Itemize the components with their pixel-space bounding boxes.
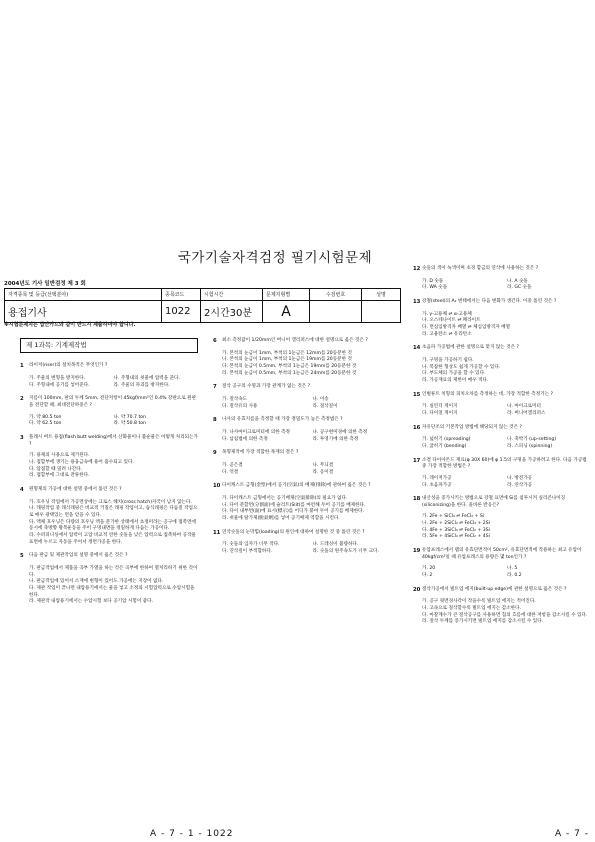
question-text: 강철(steel)의 A₁ 변태에서는 다음 변화가 생긴다. 이중 틀린 것은 ? [422, 298, 557, 304]
question-number: 1 [20, 363, 24, 370]
question-number: 12 [413, 266, 421, 272]
question-number: 13 [413, 298, 421, 305]
exam-number-field[interactable] [310, 301, 362, 323]
question-header [413, 496, 592, 509]
question-header [213, 450, 403, 458]
question-header [413, 587, 592, 595]
question-text: 플래시 버트 용접(flash butt welding)에서 산화물이나 불순물은 어떻게 처리되는가 ? [29, 435, 198, 447]
answer-option[interactable]: 다. 2 [422, 573, 433, 579]
answer-option[interactable]: 다. WA 숫돌 [422, 285, 448, 291]
exam-year-line: 2004년도 기사 일반검정 제 3 회 [4, 281, 86, 287]
answer-option[interactable]: 다. 약 62.5 ton [29, 421, 62, 427]
answer-option[interactable]: 가. 다이캐스트 금형에서는 공기배제(空氣排除)의 필요가 없다. [222, 495, 348, 501]
answer-options [213, 542, 403, 555]
answer-option[interactable]: 가. 숫돌의 입자가 너무 작다. [222, 542, 280, 548]
answer-option[interactable]: 가. 본척의 눈금이 1mm, 부척의 1눈금은 12mm를 20등분한 것 [222, 350, 352, 356]
question-number: 10 [213, 483, 221, 490]
header-type: 문제지형별 [263, 289, 310, 301]
answer-option[interactable]: 다. 초음파가공 [422, 482, 452, 488]
submission-notice: ※시험문제지는 답안카드와 같이 반드시 제출하여야 합니다. [4, 322, 136, 328]
question-item [413, 299, 592, 338]
answer-options [20, 500, 198, 547]
answer-option[interactable]: 나. 본척의 눈금이 1mm, 부척의 1눈금은 19mm를 20등분한 것 [222, 357, 352, 363]
answer-option[interactable]: 라. 가공재료의 제한이 매우 적다. [422, 377, 489, 383]
header-time: 시험시간 [201, 289, 263, 301]
answer-option[interactable]: 다. 절삭유의 사용 [222, 403, 258, 409]
page-title: 국가기술자격검정 필기시험문제 [177, 250, 373, 266]
question-column-3 [413, 266, 592, 633]
question-header [413, 425, 592, 433]
answer-option[interactable]: 라. 옹이결 [312, 469, 334, 475]
answer-row [29, 421, 198, 428]
answer-option[interactable]: 가. 절삭속도 [222, 396, 248, 402]
question-text: 라이저(riser)의 설치목적은 무엇인가 ? [29, 363, 108, 369]
answer-option[interactable]: 나. 고속으로 절삭할수록 빌트업 에지는 감소한다. [422, 606, 521, 612]
answer-option[interactable]: 라. 본척의 눈금이 0.5mm, 부척의 1눈금은 24mm를 20등분한 것 [222, 370, 357, 376]
answer-option[interactable]: 라. GC 숫돌 [507, 285, 532, 291]
question-number: 2 [20, 396, 24, 403]
question-number: 11 [213, 529, 221, 536]
answer-option[interactable]: 다. 삼침법에 의한 측정 [222, 436, 268, 442]
answer-option[interactable]: 다. 연삭깊이 부적합하다. [222, 548, 273, 554]
answer-option[interactable]: 나. 방전가공 [507, 475, 533, 481]
question-column-1 [20, 338, 198, 613]
answer-option[interactable]: 라. 5Fe + 4SiCl₄ ⇌ FeCl₂ + 4Si [422, 534, 490, 540]
question-item [413, 496, 592, 541]
question-number: 19 [413, 548, 421, 555]
answer-option[interactable]: 나. 다이 분할면(分割面)에 슬리트(Slit)를 마련해 두어 공기를 배제한다. [222, 502, 366, 508]
question-text: 다이캐스트 금형(金型)에서 공기(空氣)의 배제(排除)에 관하여 옳은 것은 ? [222, 483, 371, 489]
answer-option[interactable]: 나. 무늬결 [312, 462, 334, 468]
question-header [213, 338, 403, 346]
answer-option[interactable]: 라. 숫돌의 원주속도가 너무 크다. [312, 548, 379, 554]
answer-row [422, 573, 592, 580]
question-header [413, 392, 592, 400]
answer-row [422, 483, 592, 490]
value-subject: 용접기사 [5, 301, 162, 323]
question-item [20, 396, 198, 428]
question-header [213, 530, 403, 538]
question-number: 8 [213, 417, 217, 424]
subject-heading: 제 1과목: 기계제작법 [20, 338, 198, 353]
question-item [213, 384, 403, 410]
answer-options [213, 351, 403, 378]
answer-option[interactable]: 라. 절삭깊이 [312, 403, 338, 409]
answer-row [422, 476, 592, 483]
answer-row [422, 411, 592, 418]
answer-option[interactable]: 다. 액체 호우닝은 다량의 호우닝 액을 분가한 상태에서 초정미라는 공구에 접촉면에 동시에 축방향 왕복운동을 주어 구멍내면을 정밀하게 다듬는 가공이다. [29, 519, 196, 532]
answer-option[interactable]: 라. 버니어캘리퍼스 [507, 410, 546, 416]
answer-options [413, 599, 592, 626]
question-header [20, 363, 198, 371]
question-text: 절삭가공에서 빌트업 에지(built-up edge)에 관한 설명으로 옳은 것은 ? [422, 586, 567, 592]
answer-row [222, 463, 403, 470]
answer-option[interactable]: 다. 굽히기 (bending) [422, 443, 467, 449]
question-number: 7 [213, 384, 217, 391]
question-text: 내산성을 증가시키는 방법으로 강철 표면에 Si를 침투시켜 실리콘나이징(siliconizing)을 한다. 올바른 반응은? [422, 496, 566, 508]
question-text: 숫돌의 색이 녹색이며 초경 합금의 연삭에 사용하는 것은 ? [422, 266, 539, 271]
answer-option[interactable]: 다. 부도체의 가공을 할 수 있다. [422, 371, 486, 377]
answer-option[interactable]: 가. γ-고용체 ⇌ α-고용체 [422, 311, 472, 317]
answer-options [213, 496, 403, 523]
answer-row [422, 404, 592, 411]
answer-options [413, 404, 592, 417]
question-item [20, 435, 198, 480]
answer-option[interactable]: 나. 주형내의 쇳물에 압력을 준다. [113, 376, 180, 382]
answer-option[interactable]: 나. 마이크로미터 [507, 404, 541, 410]
value-time: 2시간30분 [201, 301, 263, 323]
answer-option[interactable]: 가. 나사마이크로미터에 의한 측정 [222, 429, 290, 435]
question-number: 3 [20, 435, 24, 442]
answer-options [213, 463, 403, 476]
answer-option[interactable]: 나. 이송 [312, 396, 329, 402]
question-item [213, 483, 403, 522]
question-text: 원형제의 가공에 대한 설명 중에서 틀린 것은 ? [29, 486, 122, 492]
question-item [20, 553, 198, 606]
answer-row [222, 542, 403, 549]
question-number: 5 [20, 553, 24, 560]
question-text: 다음 판금 및 제관작업의 설명 중에서 옳은 것은 ? [29, 553, 128, 559]
question-number: 6 [213, 338, 217, 344]
answer-option[interactable]: 다. 제관 작업이 끝나면 내압용기에서는 물을 넣고 소정의 시험압력으로 수압시험을 한다. [29, 585, 195, 598]
answer-option[interactable]: 나. A 숫돌 [507, 278, 528, 284]
answer-option[interactable]: 가. 실린더 게이지 [422, 404, 458, 410]
name-field[interactable] [362, 301, 401, 323]
answer-option[interactable]: 라. 제관작 내압용기에서는 수압시험 보다 공기압 시험이 좋다. [29, 599, 154, 605]
answer-option[interactable]: 나. 5 [507, 566, 518, 572]
question-number: 20 [413, 586, 421, 593]
answer-option[interactable]: 나. 공구현미경에 의한 측정 [312, 429, 368, 435]
answer-option[interactable]: 가. 구멍을 가공하기 쉽다. [422, 357, 474, 363]
question-header [20, 396, 198, 409]
header-exam-number: 수검번호 [310, 289, 362, 301]
answer-option[interactable]: 나. 축박기 (up-setting) [507, 437, 557, 443]
answer-option[interactable]: 라. 스피닝 (spinning) [507, 443, 553, 449]
answer-option[interactable]: 나. 래핑작업 중 래식래핑은 비교적 거칠은 래핑 작업이고, 습식래핑은 다듬질 작업으로 매우 광택있는 면을 얻을 수 있다. [29, 506, 198, 518]
answer-option[interactable]: 가. 용제의 사용으로 제거된다. [29, 453, 90, 459]
question-item [413, 458, 592, 490]
answer-option[interactable]: 가. 2Fe + SiCl₄ ⇌ FeCl₂ + Si [422, 514, 485, 520]
answer-option[interactable]: 나. 접합부에 생기는 용융금속에 용어 흡수되고 있다. [29, 460, 134, 465]
answer-options [213, 397, 403, 410]
answer-option[interactable]: 라. 투영기에 의한 측정 [312, 436, 359, 442]
question-item [413, 587, 592, 626]
answer-option[interactable]: 라. 절삭 두께를 증가시키면 빌트업 에지를 감소시킬 수 있다. [422, 619, 544, 625]
answer-option[interactable]: 다. 압접할 때 밀려 나간다. [29, 466, 83, 472]
answer-row [422, 437, 592, 444]
answer-option[interactable]: 가. 20 [422, 566, 436, 572]
answer-option[interactable]: 가. 넓히기 (spreading) [422, 437, 471, 443]
page-footer-next: A - 7 - [555, 829, 589, 839]
answer-row [29, 376, 198, 383]
question-header [20, 435, 198, 448]
question-number: 16 [413, 424, 421, 431]
question-number: 17 [413, 457, 421, 464]
question-text: 유압프레스에서 램의 유효단면적이 50cm², 유효단면적에 작용하는 최고 유압이 40kgf/cm²일 때 유압프레스의 용량은 몇 ton인가 ? [422, 548, 582, 560]
answer-option[interactable]: 다. 마찰계수가 큰 절삭공구를 사용하면 칩의 흐름에 대한 저항을 감소시킬 수 있다. [422, 612, 588, 618]
answer-options [20, 376, 198, 389]
answer-options [20, 453, 198, 480]
question-header [413, 266, 592, 274]
answer-option[interactable]: 다. 4Fe + 3SiCl₄ ⇌ FeCl₂ + 3Si [422, 527, 490, 533]
answer-option[interactable]: 라. 쇳물에 탈가제(脫氣劑)를 넣어 공기배제 역할을 시킨다. [222, 515, 340, 521]
question-text: 인벌류트 치형의 피치오차를 측정하는 데, 가장 적합한 측정기는 ? [422, 391, 553, 397]
answer-options [413, 566, 592, 579]
question-text: 연삭숫돌의 눈막힘(loading)의 원인에 대하여 설명한 것 중 틀린 것은 ? [222, 529, 365, 535]
answer-option[interactable]: 가. 레이저가공 [422, 475, 452, 481]
question-header [213, 384, 403, 392]
answer-options [20, 415, 198, 428]
answer-option[interactable]: 가. D 숫돌 [422, 278, 444, 284]
value-type: A [263, 301, 310, 323]
answer-option[interactable]: 나. 복잡한 형상도 쉽게 가공할 수 있다. [422, 364, 501, 370]
answer-option[interactable]: 나. 2Fe + 2SiCl₄ ⇌ FeCl₃ + 2Si [422, 521, 490, 527]
question-text: 목형제작에 가장 적합한 목재의 결은 ? [222, 450, 299, 456]
answer-option[interactable]: 라. 수퍼피니싱에서 압력이 고압 비교적 연한 숫돌을 낮은 압력으로 접촉하여 공작물 표면에 누르고 자동을 주어서 정면가공을 한다. [29, 532, 196, 545]
question-number: 4 [20, 486, 24, 493]
question-header [213, 483, 403, 491]
answer-option[interactable]: 라. 연삭가공 [507, 482, 533, 488]
page-footer: A - 7 - 1 - 1022 [150, 829, 234, 839]
answer-options [413, 476, 592, 489]
answer-option[interactable]: 라. 주물의 파괴를 방지한다. [113, 382, 170, 388]
answer-options [413, 312, 592, 339]
question-header [413, 548, 592, 561]
question-item [413, 266, 592, 292]
answer-row [422, 285, 592, 292]
header-subject: 자격종목 및 등급(선택분야) [5, 289, 162, 301]
question-number: 18 [413, 496, 421, 503]
question-item [413, 345, 592, 384]
question-text: 지름이 100mm, 판의 두께 5mm, 전단저항이 45kgf/mm²인 0.4% 강판으로 원판을 전단할 때, 최대전단하중은 ? [29, 396, 197, 409]
answer-options [413, 279, 592, 292]
question-text: 소결 다이아몬드 재료(φ 30X 60)에 φ 1.5의 구멍을 가공하려고 한다. 다음 가공법 중 가장 적합한 방법은 ? [422, 457, 587, 470]
question-text: 자유단조의 기본작업 방법에 해당되지 않는 것은 ? [422, 424, 522, 430]
question-number: 9 [213, 450, 217, 457]
answer-row [222, 470, 403, 477]
answer-option[interactable]: 나. 약 70.7 ton [113, 414, 146, 420]
answer-option[interactable]: 다. 본척의 눈금이 0.5mm, 부척의 1눈금은 19mm를 20등분한 것 [222, 363, 357, 369]
answer-options [413, 437, 592, 450]
value-code: 1022 [162, 301, 201, 323]
answer-option[interactable]: 가. 곧은결 [222, 462, 243, 468]
header-code: 종목코드 [162, 289, 201, 301]
question-item [20, 363, 198, 389]
question-item [213, 450, 403, 476]
answer-option[interactable]: 가. 약 80.5 ton [29, 414, 62, 420]
answer-option[interactable]: 라. 0.2 [507, 573, 522, 579]
answer-options [413, 358, 592, 385]
answer-row [222, 437, 403, 444]
question-header [20, 487, 198, 495]
question-header [413, 458, 592, 471]
answer-row [422, 444, 592, 451]
question-header [213, 417, 403, 425]
answer-option[interactable]: 다. 주형내에 공기를 넣어준다. [29, 382, 90, 388]
question-header [20, 553, 198, 561]
answer-option[interactable]: 다. 면심입방격자 배열 ⇌ 체심입방격자 배열 [422, 324, 511, 330]
answer-option[interactable]: 라. 접합부에 그대로 잔류한다. [29, 473, 90, 479]
exam-info-table [4, 288, 401, 323]
question-text: 최소 측정값이 1/20mm인 버니어 캘리퍼스에 대한 설명으로 옳은 것은 ? [222, 338, 368, 343]
question-item [20, 487, 198, 546]
answer-option[interactable]: 나. 오스테나이트 ⇌ 페라이트 [422, 318, 481, 324]
header-name: 성명 [362, 289, 401, 301]
question-item [213, 338, 403, 377]
answer-option[interactable]: 다. 다이얼 게이지 [422, 410, 458, 416]
answer-option[interactable]: 라. 약 50.8 ton [113, 421, 146, 427]
answer-option[interactable]: 라. 고용탄소 ⇌ 유리탄소 [422, 331, 472, 337]
answer-row [222, 549, 403, 556]
answer-options [213, 430, 403, 443]
answer-options [413, 514, 592, 541]
question-item [213, 530, 403, 556]
answer-row [29, 383, 198, 390]
question-text: 나사의 유효지름을 측정할 때 가장 정밀도가 높은 측정법은 ? [222, 417, 343, 423]
question-number: 14 [413, 345, 421, 352]
answer-row [222, 430, 403, 437]
question-item [213, 417, 403, 443]
question-number: 15 [413, 391, 421, 398]
question-item [413, 425, 592, 451]
question-item [413, 548, 592, 580]
answer-row [222, 404, 403, 411]
answer-option[interactable]: 다. 다이 내부면(面)에 표시(標示)를 어디가 붙여 두어 공기를 배제한다. [222, 509, 365, 515]
answer-option[interactable]: 가. 판금작업에서 제품을 곡부 가열을 하는 것은 곡부에 한하여 열처리하기 위한 것이다. [29, 565, 198, 578]
answer-option[interactable]: 나. 판금작업에 있어서 소재에 변형이 있어도 가공에는 지장이 없다. [29, 579, 164, 585]
answer-option[interactable]: 다. 엇결 [222, 469, 239, 475]
answer-option[interactable]: 가. 공구 윗면경사각이 작을수록 빌트업 에지는 적어진다. [422, 599, 536, 605]
answer-options [20, 566, 198, 606]
question-item [413, 392, 592, 418]
answer-row [222, 397, 403, 404]
answer-option[interactable]: 나. 드레싱이 불량하다. [312, 542, 359, 548]
question-text: 초음파 가공법에 관한 설명으로 맞지 않는 것은 ? [422, 345, 519, 351]
answer-option[interactable]: 가. 호우닝 작업에서 가공면상에는 크로스 해치(cross hatch)자국이 남지 않는다. [29, 499, 192, 505]
answer-option[interactable]: 가. 주물의 변형을 방지한다. [29, 376, 86, 382]
question-text: 절삭 공구의 수명과 가장 관계가 없는 것은 ? [222, 384, 311, 390]
question-header [413, 299, 592, 307]
question-header [413, 345, 592, 353]
question-column-2 [213, 338, 403, 563]
